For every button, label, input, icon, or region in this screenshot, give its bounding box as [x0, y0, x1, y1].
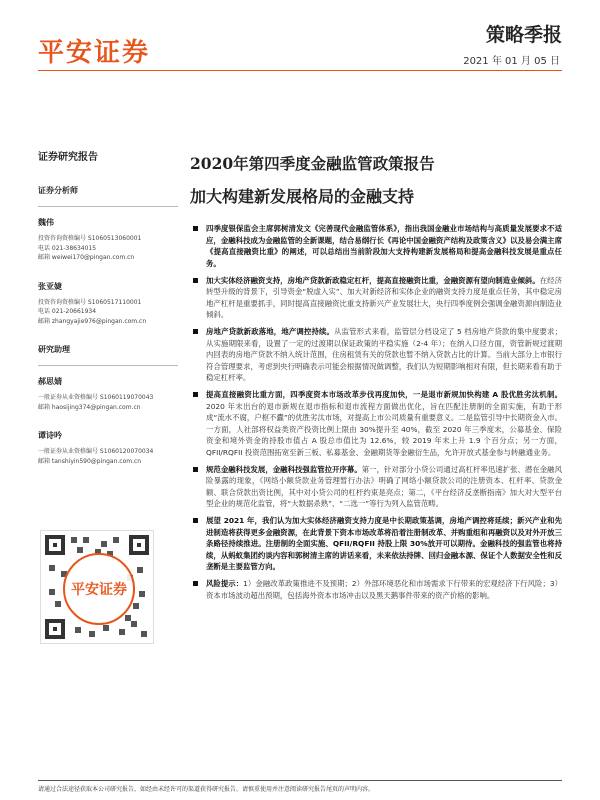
report-subtitle: 加大构建新发展格局的金融支持: [190, 187, 415, 206]
analyst-name: 魏伟: [38, 218, 54, 227]
report-title-block: [190, 152, 560, 207]
assistant-cert: 一般证券从业资格编号 S1060119070043: [38, 394, 154, 401]
qr-finder-mark: [45, 619, 65, 639]
qr-code: [40, 530, 154, 644]
risk-warning: 风险提示：1）金融改革政策推进不及预期；2）外部环境恶化和市场需求下行带来的宏观经济下行风险；3）资本市场波动超出预期，包括海外资本市场冲击以及黑天鹅事件带来的资产价格的影响。: [192, 578, 562, 601]
analyst-email[interactable]: 邮箱 weiwei170@pingan.com.cn: [38, 254, 135, 261]
qr-finder-mark: [45, 535, 65, 555]
analyst-block: [38, 281, 178, 327]
report-date: 2021 年 01 月 05 日: [463, 56, 560, 67]
sidebar-divider: [38, 365, 178, 366]
analyst-email[interactable]: 邮箱 zhangyajie976@pingan.com.cn: [38, 317, 147, 325]
assistant-block: [38, 376, 178, 412]
sidebar-divider: [38, 206, 178, 207]
analyst-heading: 证券分析师: [38, 186, 78, 195]
company-logo: 平安证券: [38, 38, 151, 68]
report-title: 2020年第四季度金融监管政策报告: [190, 154, 435, 173]
analyst-tel: 电话 021-20661934: [38, 308, 97, 315]
summary-bullets: [192, 223, 562, 607]
summary-bullet: 提高直接融资比重方面，四季度资本市场改革步伐再度加快，一是退市新规加快构建 A 股优胜劣汰机制。2020 年末出台的退市新规在退市指标和退市流程方面做出优化，旨在匹配注册制的全面实施，有助于形成“流水不腐，户枢不蠹”的优胜劣汰市场，对提高上市公司质量有重要意义。二是监管引导中长期资金入市。一方面，人社部将权益类资产投资比例上限由 30%提升至 40%，截至 2020 年三季度末，公募基金、保险资金和境外资金的持股市值占 A 股总市值比为 12.6%，较 2019 年末上升 1.9 个百分点；另一方面，QFII/RQFII 投资范围拓宽至新三板、私募基金、金融期货等金融衍生品，允许开放式基金参与转融通业务。: [192, 389, 562, 458]
sidebar: [38, 148, 178, 484]
summary-bullet: 加大实体经济融资支持，房地产贷款新政稳定杠杆，提高直接融资比重，金融资源有望向制造业倾斜。在经济转型升级的背景下，引导资金“脱虚入实”、加大对新经济和实体企业的融资支持力度是重点任务，其中稳定房地产杠杆是重要抓手，同时提高直接融资比重支持新兴产业发展壮大，央行四季度例会强调金融资源向制造业倾斜。: [192, 275, 562, 321]
report-type-label: 证券研究报告: [38, 152, 98, 163]
qr-finder-mark: [129, 535, 149, 555]
footer-disclaimer: 请通过合法途径获取本公司研究报告，如经由未经许可的渠道获得研究报告，请慎重使用并注意阅读研究报告尾页的声明内容。: [38, 780, 562, 793]
doc-type-label: 策略季报: [485, 24, 562, 46]
analyst-cert: 投资咨询资格编号 S1060517110001: [38, 298, 142, 306]
summary-bullet: 规范金融科技发展，金融科技强监管拉开序幕。第一，针对部分小贷公司通过高杠杆率迅速扩张、潜在金融风险暴露的现象，《网络小额贷款业务管理暂行办法》明确了网络小额贷款公司的注册资本、杠杆率、贷款金额、联合贷款出资比例，其中对小贷公司的杠杆约束是亮点；第二，《平台经济反垄断指南》加大对大型平台型企业的规范化监管，将“大数据杀熟”、“二选一”等行为列入监管范畴。: [192, 464, 562, 510]
summary-bullet: 房地产贷款新政落地，地产调控持续。从监管形式来看，监管层分档设定了 5 档房地产贷款的集中度要求；从实施期限来看，设置了一定的过渡期以保证政策的平稳实施（2-4 年）；在纳入口径方面，资管新规过渡期内回表的房地产贷款不纳入统计范围，住房租赁有关的贷款也暂不纳入贷款占比的计算。当前大部分上市银行符合管理要求，考虑到央行明确表示可能会根据情况做调整，我们认为短期影响相对有限，但长期来看有助于稳定杠杆率。: [192, 326, 562, 384]
assistant-email[interactable]: 邮箱 tanshiyin590@pingan.com.cn: [38, 457, 142, 465]
assistant-name: 郝思婧: [38, 377, 62, 386]
assistant-heading: 研究助理: [38, 345, 70, 354]
assistant-name: 谭诗吟: [38, 431, 62, 440]
summary-bullet: 展望 2021 年，我们认为加大实体经济融资支持力度是中长期政策基调，房地产调控将延续；新兴产业和先进制造将获得更多金融资源，在此背景下资本市场改革将沿着注册制改革、并购重组和再融资以及对外开放三条路径持续推进。注册制的全面实施、QFII/RQFII 持股上限 30%放开可以期待。金融科技的强监管也将持续，从蚂蚁集团约谈内容和郭树清主席的讲话来看，未来依法持牌、回归金融本源、保证个人数据安全性和反垄断是主要监管方向。: [192, 515, 562, 573]
header-divider: [38, 70, 562, 71]
analyst-tel: 电话 021-38634015: [38, 244, 97, 252]
analyst-block: [38, 217, 178, 263]
assistant-cert: 一般证券从业资格编号 S1060120070034: [38, 448, 154, 455]
company-stamp: 平安证券: [63, 553, 135, 625]
assistant-email[interactable]: 邮箱 haosijing374@pingan.com.cn: [38, 403, 141, 411]
summary-bullet: 四季度银保监会主席郭树清发文《完善现代金融监管体系》，指出我国金融业市场结构与高质量发展要求不适应，金融科技成为金融监管的全新课题，结合易纲行长《再论中国金融资产结构及政策含义》以及易会满主席《提高直接融资比重》的阐述，可以总结出当前阶段加大支持构建新发展格局和提高金融科技发展是重点任务。: [192, 223, 562, 269]
analyst-cert: 投资咨询资格编号 S1060513060001: [38, 235, 142, 242]
analyst-name: 张亚婕: [38, 281, 62, 291]
assistant-block: [38, 430, 178, 466]
